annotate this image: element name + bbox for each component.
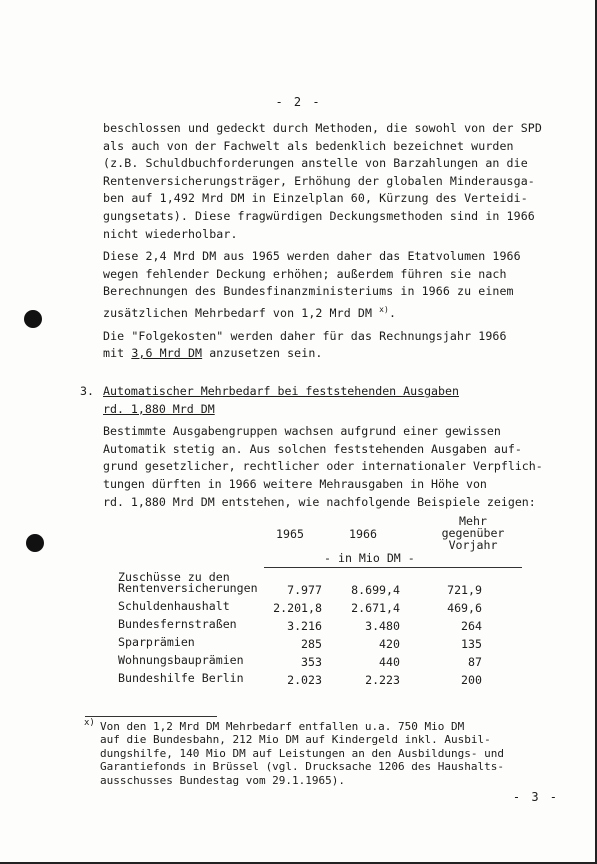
- footnote-rule: [85, 716, 217, 717]
- section-number: 3.: [80, 384, 94, 398]
- footnote-mark: x): [84, 718, 95, 728]
- column-header-1965: 1965: [276, 527, 304, 541]
- paragraph-2: Diese 2,4 Mrd DM aus 1965 werden daher das Etatvolumen 1966 wegen fehlender Deckung erhöhen; außerdem führen sie nach Berechnungen des Bundesfinanzministeriums in 1966 zu einem zusätzlichen Mehrbedarf von 1,2 Mrd DM $^{x)}$.: [103, 249, 521, 320]
- table-row: Bundesfernstraßen 3.216 3.480 264: [118, 617, 482, 633]
- section-text: Bestimmte Ausgabengruppen wachsen aufgrund einer gewissen Automatik stetig an. Aus solchen feststehenden Ausgaben auf- grund gesetzlicher, rechtlicher oder internationaler Verpflich- tungen dürften in 1966 weitere Mehrausgaben in Höhe von rd. 1,880 Mrd DM entstehen, wie nachfolgende Beispiele zeigen:: [103, 424, 543, 509]
- folgekosten-amount: 3,6 Mrd DM: [131, 346, 203, 361]
- column-header-1966: 1966: [349, 527, 377, 541]
- paragraph-1: beschlossen und gedeckt durch Methoden, die sowohl von der SPD als auch von der Fachwelt als bedenklich bezeichnet wurden (z.B. Schuldbuchforderungen anstelle von Barzahlungen an die Rentenversicherungsträger, Erhöhung der globalen Minderausga- ben auf 1,492 Mrd DM in Einzelplan 60, Kürzung des Verteidi- gungsetats). Diese fragwürdigen Deckungsmethoden sind in 1966 nicht wiederholbar.: [103, 121, 542, 241]
- table-row: Schuldenhaushalt 2.201,8 2.671,4 469,6: [118, 599, 482, 615]
- column-header-diff: Mehr gegenüber Vorjahr: [441, 514, 505, 552]
- table-row: Wohnungsbauprämien 353 440 87: [118, 653, 482, 669]
- section-heading: Automatischer Mehrbedarf bei feststehenden Ausgaben rd. 1,880 Mrd DM: [103, 384, 459, 416]
- punch-hole: [26, 534, 44, 552]
- paragraph-3: Die "Folgekosten" werden daher für das Rechnungsjahr 1966 mit 3,6 Mrd DM anzusetzen sein.: [103, 328, 507, 361]
- unit-rule: [264, 567, 522, 568]
- page-number: - 2 -: [275, 95, 322, 109]
- punch-hole: [24, 310, 42, 328]
- footnote: x) Von den 1,2 Mrd DM Mehrbedarf entfallen u.a. 750 Mio DM auf die Bundesbahn, 212 Mio DM auf Kindergeld inkl. Ausbil- dungshilfe, 140 Mio DM auf Leistungen an den Ausbildungs- und Garantiefonds in Brüssel (vgl. Drucksache 1206 des Haushalts- ausschusses Bundestag vom 29.1.1965).: [84, 718, 504, 787]
- section-3: [80, 383, 560, 511]
- next-page-indicator: - 3 -: [512, 790, 559, 804]
- body-text: [103, 120, 563, 363]
- unit-label: - in Mio DM -: [324, 551, 415, 565]
- footnote-reference: x): [379, 304, 389, 314]
- table-row: Zuschüsse zu den Rentenversicherungen 7.977 8.699,4 721,9: [118, 570, 482, 597]
- table-row: Bundeshilfe Berlin 2.023 2.223 200: [118, 671, 482, 687]
- table-row: Sparprämien 285 420 135: [118, 635, 482, 651]
